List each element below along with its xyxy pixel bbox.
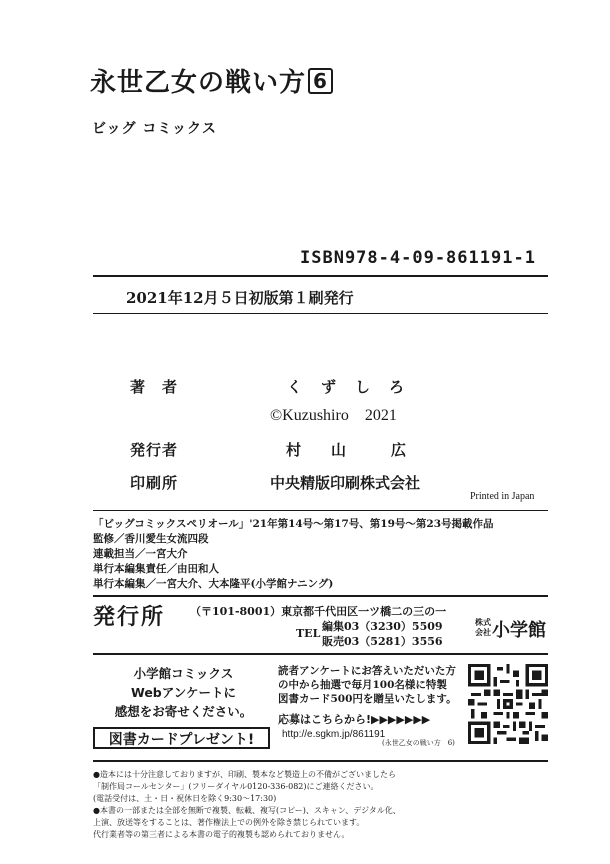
office-label: 発行所	[93, 605, 166, 630]
staff-line: 単行本編集責任／由田和人	[93, 563, 219, 575]
note-line: 上演、放送等をすることは、著作権法上での例外を除き禁じられています。	[93, 818, 365, 827]
staff-line: 単行本編集／一宮大介、大本隆平(小学館ナニング)	[93, 578, 334, 590]
printer-name: 中央精版印刷株式会社	[270, 474, 421, 492]
survey-text: 読者アンケートにお答えいただいた方 の中から抽選で毎月100名様に特製 図書カード500円を贈呈いたします。	[278, 665, 457, 705]
printer-label: 印刷所	[130, 474, 179, 492]
qr-code-icon[interactable]	[468, 664, 548, 744]
promo-heading: 小学館コミックス Webアンケートに 感想をお寄せください。	[114, 666, 253, 719]
company-type: 株式 会社	[475, 617, 491, 637]
staff-line: 連載担当／一宮大介	[93, 548, 188, 560]
notes	[93, 769, 401, 841]
survey-url[interactable]: http://e.sgkm.jp/861191	[282, 729, 386, 740]
divider	[93, 313, 548, 314]
staff-line: 監修／香川愛生女流四段	[93, 533, 209, 545]
staff-credits	[93, 517, 494, 592]
divider	[93, 510, 548, 511]
book-title	[90, 62, 333, 99]
publisher-label: 発行者	[130, 441, 179, 459]
volume-badge: 6	[308, 68, 333, 94]
author-label: 著 者	[130, 378, 179, 396]
series-label: ビッグ コミックス	[92, 121, 217, 137]
company-name: 小学館	[492, 620, 546, 641]
apply-text: 応募はこちらから!▶▶▶▶▶▶▶	[278, 713, 431, 726]
divider	[93, 275, 548, 277]
divider	[93, 595, 548, 597]
publisher-name: 村 山 広	[286, 441, 407, 459]
tel-label: TEL	[296, 627, 321, 640]
book-title-text: 永世乙女の戦い方	[90, 68, 307, 98]
office-address: （〒101-8001）東京都千代田区一ツ橋二の三の一	[190, 605, 447, 618]
note-line: (電話受付は、土・日・祝休日を除く9:30～17:30)	[93, 794, 277, 803]
isbn: ISBN978-4-09-861191-1	[300, 248, 536, 268]
divider	[93, 760, 548, 762]
present-banner: 図書カードプレゼント!	[93, 727, 270, 749]
printed-in: Printed in Japan	[470, 491, 535, 502]
author-name: く ず し ろ	[287, 378, 407, 396]
tel-numbers	[322, 619, 443, 649]
divider	[93, 653, 548, 655]
copyright: ©Kuzushiro 2021	[270, 407, 397, 424]
staff-line: 「ビッグコミックスペリオール」'21年第14号～第17号、第19号～第23号掲載作品	[93, 518, 494, 530]
note-line: 「制作局コールセンター」(フリーダイヤル0120-336-082)にご連絡ください。	[93, 782, 379, 791]
note-line: ●造本には十分注意しておりますが、印刷、製本など製造上の不備がございましたら	[93, 770, 396, 779]
publication-date: 2021年12月５日初版第１刷発行	[126, 289, 354, 307]
sales-tel: 販売03（5281）3556	[322, 635, 443, 648]
note-line: ●本書の一部または全部を無断で複製、転載、複写(コピー)、スキャン、デジタル化、	[93, 806, 401, 815]
note-line: 代行業者等の第三者による本書の電子的複製も認められておりません。	[93, 830, 350, 839]
url-note: (永世乙女の戦い方 6)	[382, 739, 455, 747]
editorial-tel: 編集03（3230）5509	[322, 620, 443, 633]
